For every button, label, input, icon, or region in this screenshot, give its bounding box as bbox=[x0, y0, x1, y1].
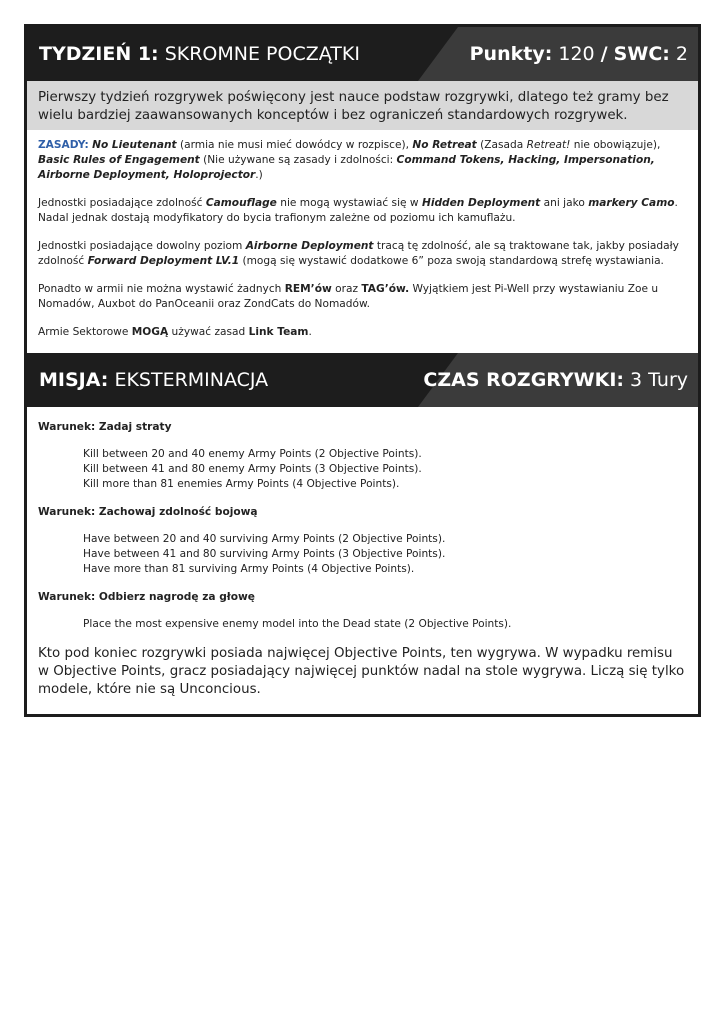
game-length bbox=[423, 353, 688, 407]
rules-section bbox=[27, 130, 698, 340]
objective-list bbox=[38, 532, 686, 577]
airborne-paragraph: Jednostki posiadające dowolny poziom Airborne Deployment tracą tę zdolność, ale są traktowane tak, jakby posiadały zdolność Forward Deployment LV.1 (mogą się wystawić dodatkowe 6” poza swoją standardową strefę wystawiania. bbox=[38, 240, 679, 267]
mission-header-bar bbox=[27, 353, 698, 407]
week-title bbox=[39, 27, 360, 81]
mission-name: EKSTERMINACJA bbox=[114, 369, 269, 391]
points-info bbox=[470, 27, 688, 81]
swc-value: 2 bbox=[675, 43, 688, 65]
sectorial-paragraph: Armie Sektorowe MOGĄ używać zasad Link Team. bbox=[38, 326, 312, 338]
rules-label: ZASADY: bbox=[38, 139, 89, 151]
points-label: Punkty: bbox=[469, 43, 553, 65]
points-separator: / bbox=[600, 43, 608, 65]
objective-item: Kill between 41 and 80 enemy Army Points (3 Objective Points). bbox=[83, 463, 422, 475]
mission-label: MISJA: bbox=[39, 369, 109, 391]
objective-item: Have more than 81 surviving Army Points (4 Objective Points). bbox=[83, 563, 415, 575]
objective-item: Have between 20 and 40 surviving Army Points (2 Objective Points). bbox=[83, 533, 446, 545]
intro-text: Pierwszy tydzień rozgrywek poświęcony jest nauce podstaw rozgrywki, dlatego też gramy bez wielu bardziej zaawansowanych konceptów i bez ograniczeń standardowych rozgrywek. bbox=[27, 81, 698, 130]
week-name: SKROMNE POCZĄTKI bbox=[164, 43, 360, 65]
objective-item: Place the most expensive enemy model into the Dead state (2 Objective Points). bbox=[83, 618, 512, 630]
condition-title: Warunek: Zachowaj zdolność bojową bbox=[38, 506, 258, 518]
objective-item: Kill between 20 and 40 enemy Army Points (2 Objective Points). bbox=[83, 448, 422, 460]
game-length-label: CZAS ROZGRYWKI: bbox=[423, 369, 624, 391]
points-value: 120 bbox=[558, 43, 595, 65]
week-header-bar bbox=[27, 27, 698, 81]
condition-title: Warunek: Odbierz nagrodę za głowę bbox=[38, 591, 255, 603]
objective-list bbox=[38, 617, 686, 632]
week-label: TYDZIEŃ 1: bbox=[39, 43, 159, 65]
mission-card bbox=[24, 24, 701, 717]
swc-label: SWC: bbox=[613, 43, 670, 65]
victory-text: Kto pod koniec rozgrywki posiada najwięcej Objective Points, ten wygrywa. W wypadku remisu w Objective Points, gracz posiadający najwięcej punktów nadal na stole wygrywa. Liczą się tylko modele, które nie są Unconcious. bbox=[38, 646, 685, 697]
objective-list bbox=[38, 447, 686, 492]
mission-title bbox=[39, 353, 268, 407]
objective-item: Have between 41 and 80 surviving Army Points (3 Objective Points). bbox=[83, 548, 446, 560]
mission-section bbox=[27, 407, 698, 699]
camouflage-paragraph: Jednostki posiadające zdolność Camouflage nie mogą wystawiać się w Hidden Deployment ani jako markery Camo. Nadal jednak dostają modyfikatory do bycia trafionym zależne od poziomu ich kamuflażu. bbox=[38, 197, 678, 224]
objective-item: Kill more than 81 enemies Army Points (4 Objective Points). bbox=[83, 478, 400, 490]
rem-tag-paragraph: Ponadto w armii nie można wystawić żadnych REM’ów oraz TAG’ów. Wyjątkiem jest Pi-Well przy wystawianiu Zoe u Nomadów, Auxbot do PanOceanii oraz ZondCats do Nomadów. bbox=[38, 283, 659, 310]
game-length-value: 3 Tury bbox=[630, 369, 688, 391]
condition-title: Warunek: Zadaj straty bbox=[38, 421, 172, 433]
rules-paragraph: ZASADY: No Lieutenant (armia nie musi mieć dowódcy w rozpisce), No Retreat (Zasada Retreat! nie obowiązuje), Basic Rules of Engagement (Nie używane są zasady i zdolności: Command Tokens, Hacking, Impersonation, Airborne Deployment, Holoprojector.) bbox=[38, 139, 661, 181]
